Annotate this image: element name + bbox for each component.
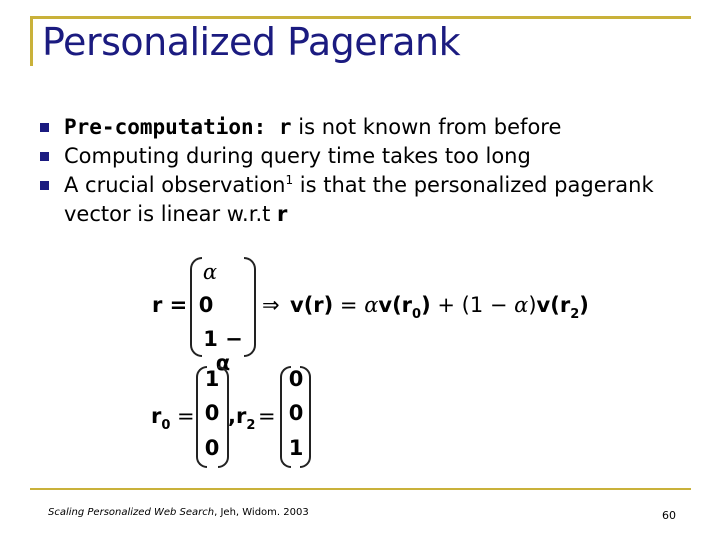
vector-separator: $,r_2$ (228, 404, 256, 433)
vector-entry: 0 (288, 401, 304, 425)
footer-citation: Scaling Personalized Web Search, Jeh, Widom. 2003 (48, 507, 309, 518)
vector-entry: α (202, 260, 218, 284)
bullet-bold-tail: r (277, 202, 288, 226)
equals-sign: = (258, 404, 276, 428)
bullet-item (40, 171, 660, 229)
vector-entry: 1 (204, 367, 220, 391)
bullet-text: Computing during query time takes too long (64, 144, 531, 168)
square-bullet-icon (40, 181, 49, 190)
square-bullet-icon (40, 152, 49, 161)
equation-r-lhs: r = (152, 293, 188, 317)
square-bullet-icon (40, 123, 49, 132)
bullet-text: A crucial observation (64, 173, 286, 197)
page-number: 60 (662, 509, 676, 522)
title-frame-left-rule (30, 16, 33, 66)
vector-entry: 0 (288, 367, 304, 391)
bullet-list (40, 113, 660, 229)
vector-entry: 0 (204, 401, 220, 425)
vector-entry: 0 (198, 293, 214, 317)
bullet-lead: Pre-computation: r (64, 115, 292, 139)
equation-r-rhs: $v(r) = \alpha v(r_0) + (1 - \alpha)v(r_2)$ (290, 293, 589, 322)
bullet-item (40, 142, 660, 171)
implies-symbol: ⇒ (262, 293, 280, 317)
right-paren (300, 366, 311, 468)
footer-rule (30, 488, 691, 490)
bullet-text: is that the personalized pagerank vector is linear w.r.t (64, 173, 654, 226)
slide-title: Personalized Pagerank (42, 20, 461, 64)
r0-label: $r_0$ (151, 404, 171, 433)
bullet-item (40, 113, 660, 142)
vector-entry: 0 (204, 436, 220, 460)
footnote-marker: 1 (285, 173, 294, 187)
bullet-text: is not known from before (291, 115, 562, 139)
vector-entry: 1 (288, 436, 304, 460)
equals-sign: = (177, 404, 195, 428)
title-frame-top-rule (30, 16, 691, 19)
right-paren (244, 257, 256, 357)
vector-entry: 1 − α (203, 327, 243, 375)
